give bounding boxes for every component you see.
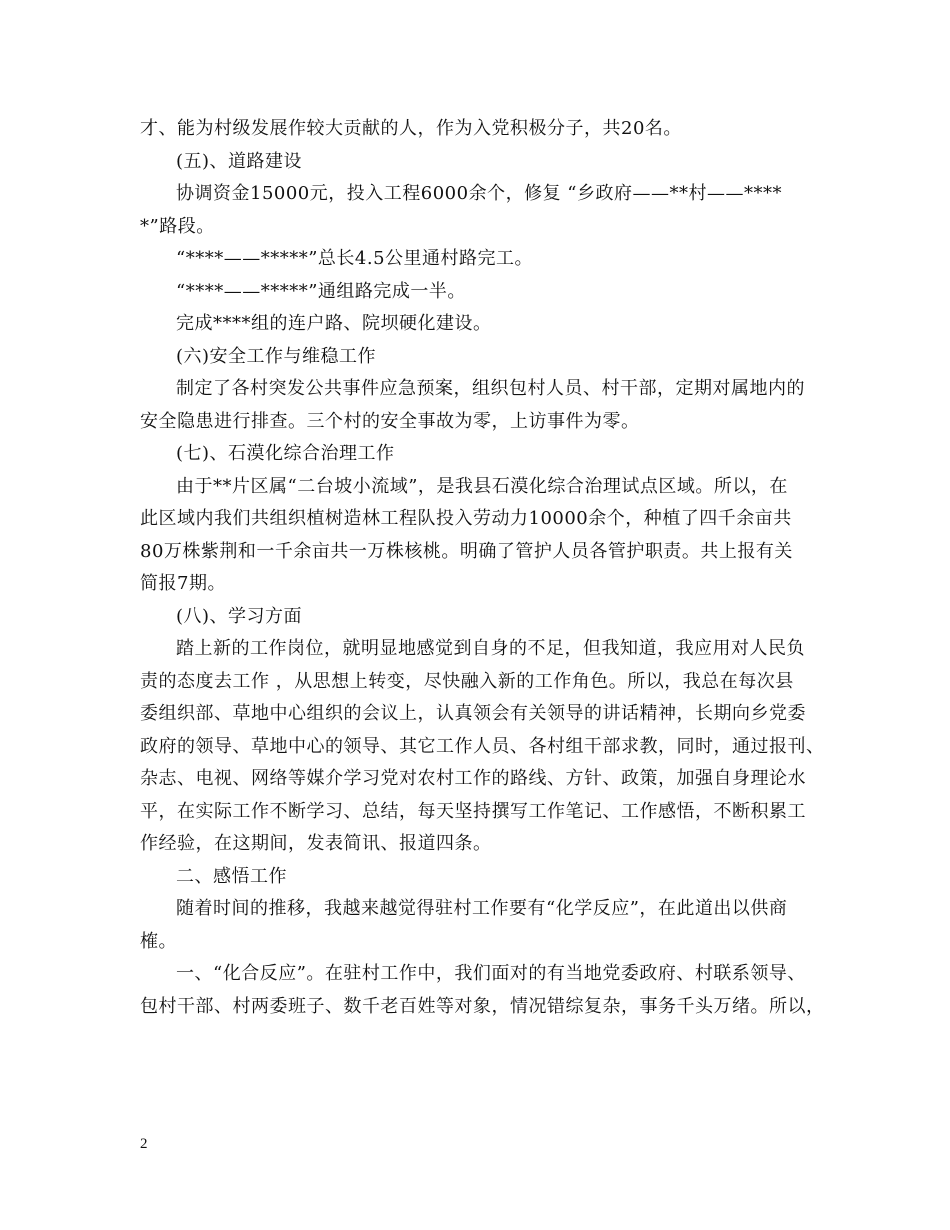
text-line: 作经验，在这期间，发表简讯、报道四条。: [140, 833, 492, 854]
text-line: 此区域内我们共组织植树造林工程队投入劳动力10000余个，种植了四千余亩共: [140, 508, 792, 529]
text-line: “****——*****”总长4.5公里通村路完工。: [176, 248, 534, 269]
text-line: “****——*****”通组路完成一半。: [176, 280, 466, 302]
text-line: 安全隐患进行排查。三个村的安全事故为零，上访事件为零。: [140, 410, 640, 432]
text-line: 委组织部、草地中心组织的会议上，认真领会有关领导的讲话精神，长期向乡党委: [140, 703, 806, 724]
text-line: 榷。: [140, 930, 177, 952]
text-line: 完成****组的连户路、院坝硬化建设。: [176, 313, 492, 334]
text-line: 责的态度去工作 ，从思想上转变，尽快融入新的工作角色。所以，我总在每次县: [140, 670, 794, 692]
text-line: 才、能为村级发展作较大贡献的人，作为入党积极分子，共20名。: [140, 118, 682, 139]
text-line: 简报7期。: [140, 573, 226, 594]
page-number: 2: [140, 1136, 148, 1152]
text-line: 制定了各村突发公共事件应急预案，组织包村人员、村干部，定期对属地内的: [176, 378, 805, 399]
text-line: 杂志、电视、网络等媒介学习党对农村工作的路线、方针、政策，加强自身理论水: [140, 768, 806, 789]
text-line: 踏上新的工作岗位，就明显地感觉到自身的不足，但我知道，我应用对人民负: [176, 638, 805, 659]
text-line: (七)、石漠化综合治理工作: [176, 443, 395, 464]
document-body: [140, 113, 840, 1023]
text-line: (六)安全工作与维稳工作: [176, 345, 377, 367]
text-line: 随着时间的推移，我越来越觉得驻村工作要有“化学反应”，在此道出以供商: [176, 898, 788, 919]
text-line: 二、感悟工作: [176, 865, 287, 887]
text-line: *”路段。: [140, 215, 215, 237]
text-line: 一、“化合反应”。在驻村工作中，我们面对的有当地党委政府、村联系领导、: [176, 963, 806, 984]
text-line: 80万株紫荆和一千余亩共一万株核桃。明确了管护人员各管护职责。共上报有关: [140, 540, 793, 562]
text-line: 由于**片区属“二台坡小流域”，是我县石漠化综合治理试点区域。所以，在: [176, 475, 788, 497]
text-line: (八)、学习方面: [176, 605, 303, 627]
text-line: 政府的领导、草地中心的领导、其它工作人员、各村组干部求教，同时，通过报刊、: [140, 735, 825, 757]
text-line: 平，在实际工作不断学习、总结，每天坚持撰写工作笔记、工作感悟，不断积累工: [140, 800, 806, 822]
text-line: 协调资金15000元，投入工程6000余个，修复 “乡政府——**村——****: [176, 183, 782, 204]
text-line: 包村干部、村两委班子、数千老百姓等对象，情况错综复杂，事务千头万绪。所以，: [140, 995, 825, 1017]
text-line: (五)、道路建设: [176, 150, 303, 172]
